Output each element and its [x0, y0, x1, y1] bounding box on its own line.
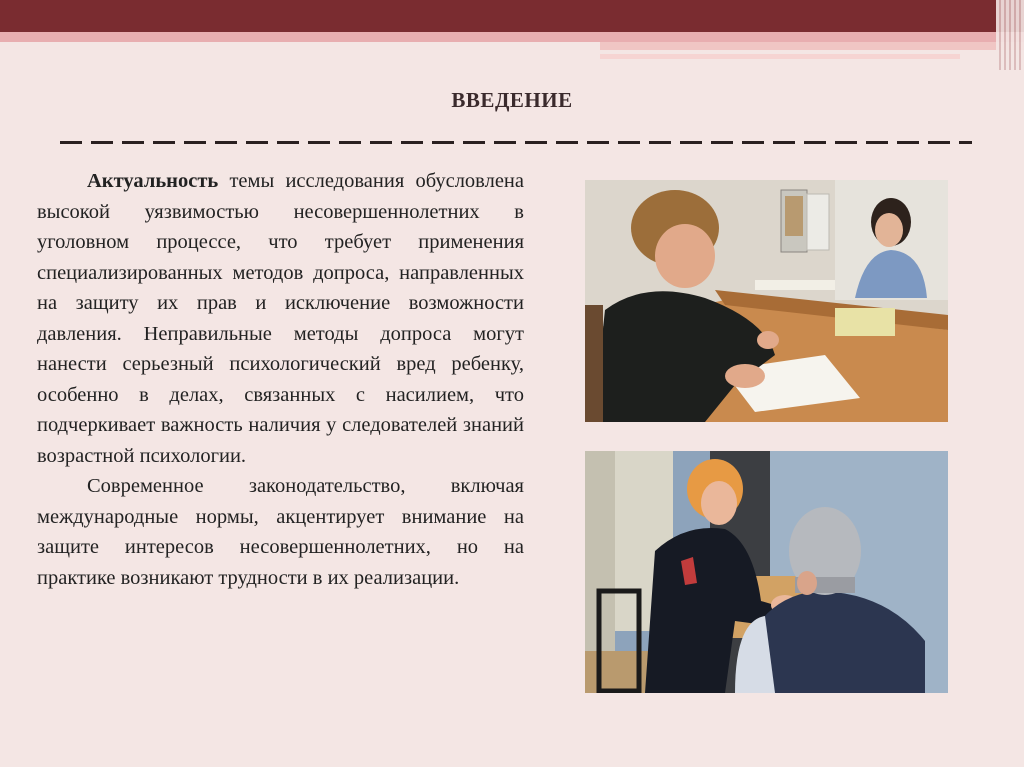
header-stripe-thin — [600, 54, 960, 59]
slide-title: ВВЕДЕНИЕ — [451, 88, 573, 112]
decorative-lines — [996, 0, 1024, 70]
paragraph-legislation — [37, 471, 524, 593]
paragraph-relevance — [37, 166, 524, 471]
photo-illustration — [585, 451, 948, 693]
body-text — [37, 166, 524, 593]
photo-illustration — [585, 180, 948, 422]
photo-interrogation-woman — [585, 451, 948, 693]
paragraph-text: темы исследования обусловлена высокой уязвимостью несовершеннолетних в уголовном процессе, что требует применения специализированных методов допроса, направленных на защиту их прав и исключение возможности давления. Неправильные методы допроса могут нанести серьезный психологический вред ребенку, особенно в делах, связанных с насилием, что подчеркивает важность наличия у следователей знаний возрастной психологии. — [37, 170, 524, 467]
dashed-divider — [60, 141, 972, 144]
header-stripe — [600, 42, 1024, 50]
photo-interrogation-boy — [585, 180, 948, 422]
header-accent-bar — [0, 32, 1024, 42]
paragraph-text: Современное законодательство, включая международные нормы, акцентирует внимание на защите интересов несовершеннолетних, но на практике возникают трудности в их реализации. — [37, 475, 524, 589]
bold-lead: Актуальность — [87, 170, 219, 192]
header-bar — [0, 0, 1024, 32]
